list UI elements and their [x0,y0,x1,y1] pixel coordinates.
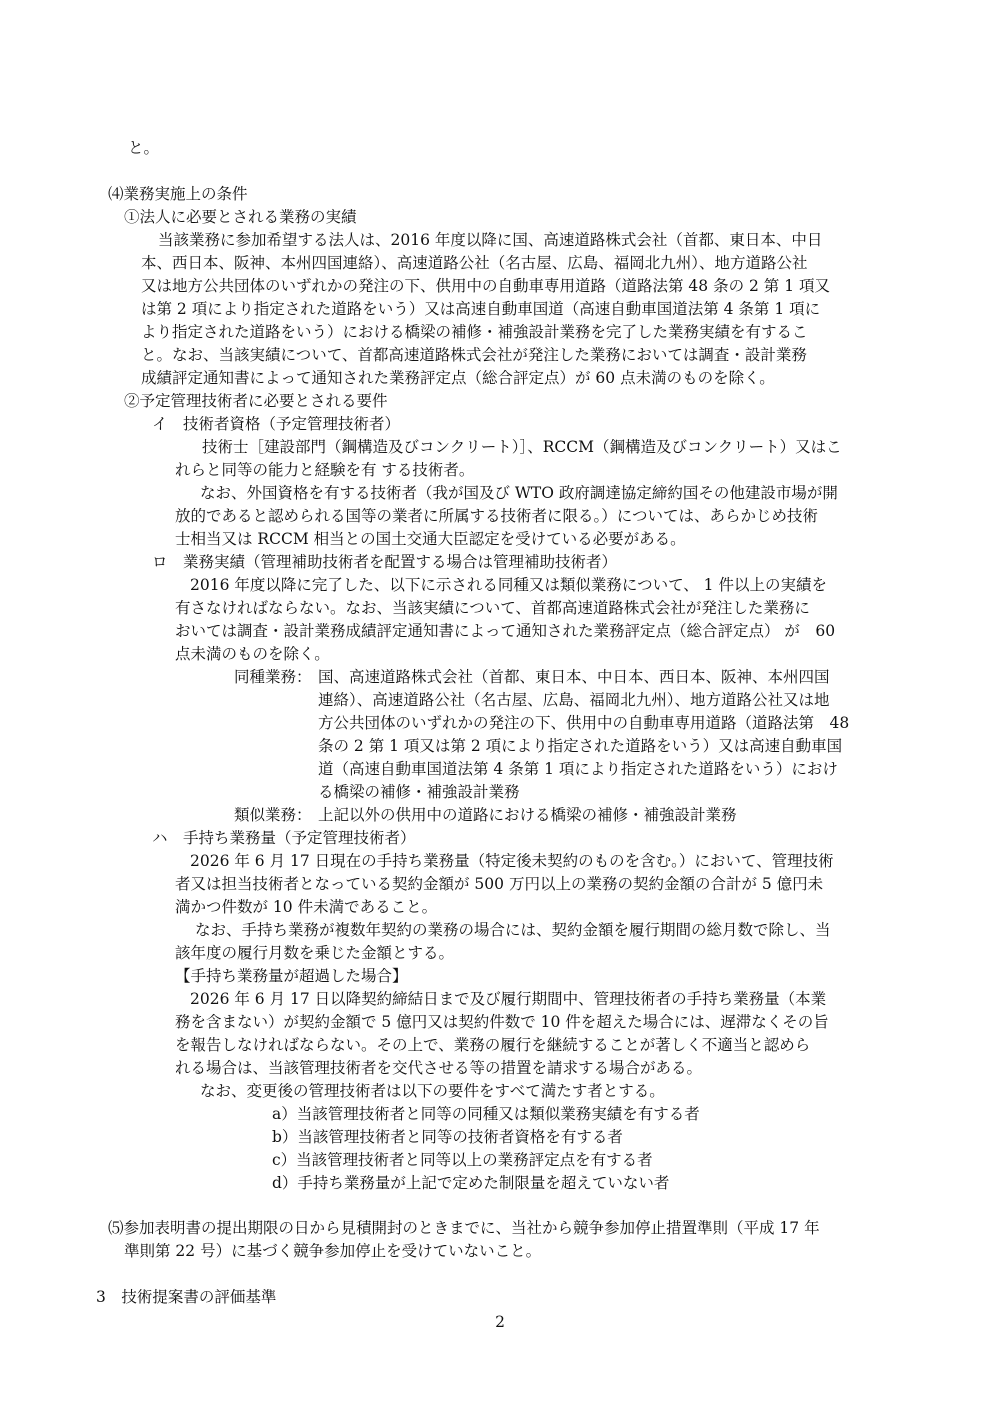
subitem-ha-line: 満かつ件数が 10 件未満であること。 [175,898,438,916]
section-5-line: ⑸参加表明書の提出期限の日から見積開封のときまでに、当社から競争参加停止措置準則（平成 17 年 [108,1219,820,1237]
subitem-i-line: 士相当又は RCCM 相当との国土交通大臣認定を受けている必要がある。 [175,530,686,548]
item-1-line: 又は地方公共団体のいずれかの発注の下、供用中の自動車専用道路（道路法第 48 条の 2 第 1 項又 [141,277,831,295]
analogous-label: 類似業務： [234,806,312,824]
similar-kind-line: 道（高速自動車国道法第 4 条第 1 項により指定された道路をいう）におけ [318,760,838,778]
similar-kind-label: 同種業務： [234,668,312,686]
subitem-ha-line: 該年度の履行月数を乗じた金額とする。 [175,944,455,962]
similar-kind-line: 条の 2 第 1 項又は第 2 項により指定された道路をいう）又は高速自動車国 [318,737,843,755]
analogous-line: 上記以外の供用中の道路における橋梁の補修・補強設計業務 [318,806,737,824]
subitem-i-line: 放的であると認められる国等の業者に所属する技術者に限る。）については、あらかじめ技術 [175,507,818,525]
continued-text: と。 [128,139,160,157]
item-1-line: は第 2 項により指定された道路をいう）又は高速自動車国道（高速自動車国道法第 4 条第 1 項に [141,300,821,318]
exceed-line: 2026 年 6 月 17 日以降契約締結日まで及び履行期間中、管理技術者の手持ち業務量（本業 [190,990,827,1008]
exceed-heading: 【手持ち業務量が超過した場合】 [175,967,408,985]
subitem-ha-line: 2026 年 6 月 17 日現在の手持ち業務量（特定後未契約のものを含む。）において、管理技術 [190,852,834,870]
requirement-item: c）当該管理技術者と同等以上の業務評定点を有する者 [272,1151,653,1169]
item-1-line: より指定された道路をいう）における橋梁の補修・補強設計業務を完了した業務実績を有するこ [141,323,808,341]
item-1-line: 成績評定通知書によって通知された業務評定点（総合評定点）が 60 点未満のものを除く。 [141,369,775,387]
exceed-line: 務を含まない）が契約金額で 5 億円又は契約件数で 10 件を超えた場合には、遅滞なくその旨 [175,1013,829,1031]
item-1-line: と。なお、当該実績について、首都高速道路株式会社が発注した業務においては調査・設計業務 [141,346,807,364]
similar-kind-line: 国、高速道路株式会社（首都、東日本、中日本、西日本、阪神、本州四国 [318,668,830,686]
item-1-line: 当該業務に参加希望する法人は、2016 年度以降に国、高速道路株式会社（首都、東日本、中日 [158,231,823,249]
item-1-heading: ①法人に必要とされる業務の実績 [124,208,357,226]
subitem-ro-line: おいては調査・設計業務成績評定通知書によって通知された業務評定点（総合評定点） が 60 [175,622,836,640]
requirement-item: d）手持ち業務量が上記で定めた制限量を超えていない者 [272,1174,670,1192]
section-5-line: 準則第 22 号）に基づく競争参加停止を受けていないこと。 [124,1242,542,1260]
item-1-line: 本、西日本、阪神、本州四国連絡）、高速道路公社（名古屋、広島、福岡北九州）、地方道路公社 [141,254,808,272]
subitem-ha-heading: ハ 手持ち業務量（予定管理技術者） [152,829,416,847]
similar-kind-line: 方公共団体のいずれかの発注の下、供用中の自動車専用道路（道路法第 48 [318,714,850,732]
subitem-i-line: 技術士［建設部門（鋼構造及びコンクリート）］、RCCM（鋼構造及びコンクリート）又はこ [202,438,842,456]
exceed-line: れる場合は、当該管理技術者を交代させる等の措置を請求する場合がある。 [175,1059,703,1077]
section-4-heading: ⑷業務実施上の条件 [108,185,248,203]
subitem-i-line: なお、外国資格を有する技術者（我が国及び WTO 政府調達協定締約国その他建設市場が開 [200,484,838,502]
page-number: 2 [495,1313,505,1331]
subitem-ha-line: 者又は担当技術者となっている契約金額が 500 万円以上の業務の契約金額の合計が 5 億円未 [175,875,824,893]
subitem-ro-heading: ロ 業務実績（管理補助技術者を配置する場合は管理補助技術者） [152,553,618,571]
similar-kind-line: 連絡）、高速道路公社（名古屋、広島、福岡北九州）、地方道路公社又は地 [318,691,830,709]
subitem-ro-line: 有さなければならない。なお、当該実績について、首都高速道路株式会社が発注した業務に [175,599,810,617]
exceed-line: を報告しなければならない。その上で、業務の履行を継続することが著しく不適当と認めら [175,1036,811,1054]
subitem-i-line: れらと同等の能力と経験を有 する技術者。 [175,461,475,479]
subitem-ro-line: 2016 年度以降に完了した、以下に示される同種又は類似業務について、 1 件以上の実績を [190,576,827,594]
item-2-heading: ②予定管理技術者に必要とされる要件 [124,392,388,410]
subitem-ro-line: 点未満のものを除く。 [175,645,330,663]
exceed-line: なお、変更後の管理技術者は以下の要件をすべて満たす者とする。 [200,1082,665,1100]
requirement-item: b）当該管理技術者と同等の技術者資格を有する者 [272,1128,623,1146]
requirement-item: a）当該管理技術者と同等の同種又は類似業務実績を有する者 [272,1105,700,1123]
section-3-heading: 3 技術提案書の評価基準 [96,1288,277,1306]
subitem-i-heading: イ 技術者資格（予定管理技術者） [152,415,401,433]
similar-kind-line: る橋梁の補修・補強設計業務 [318,783,520,801]
subitem-ha-line: なお、手持ち業務が複数年契約の業務の場合には、契約金額を履行期間の総月数で除し、当 [195,921,831,939]
